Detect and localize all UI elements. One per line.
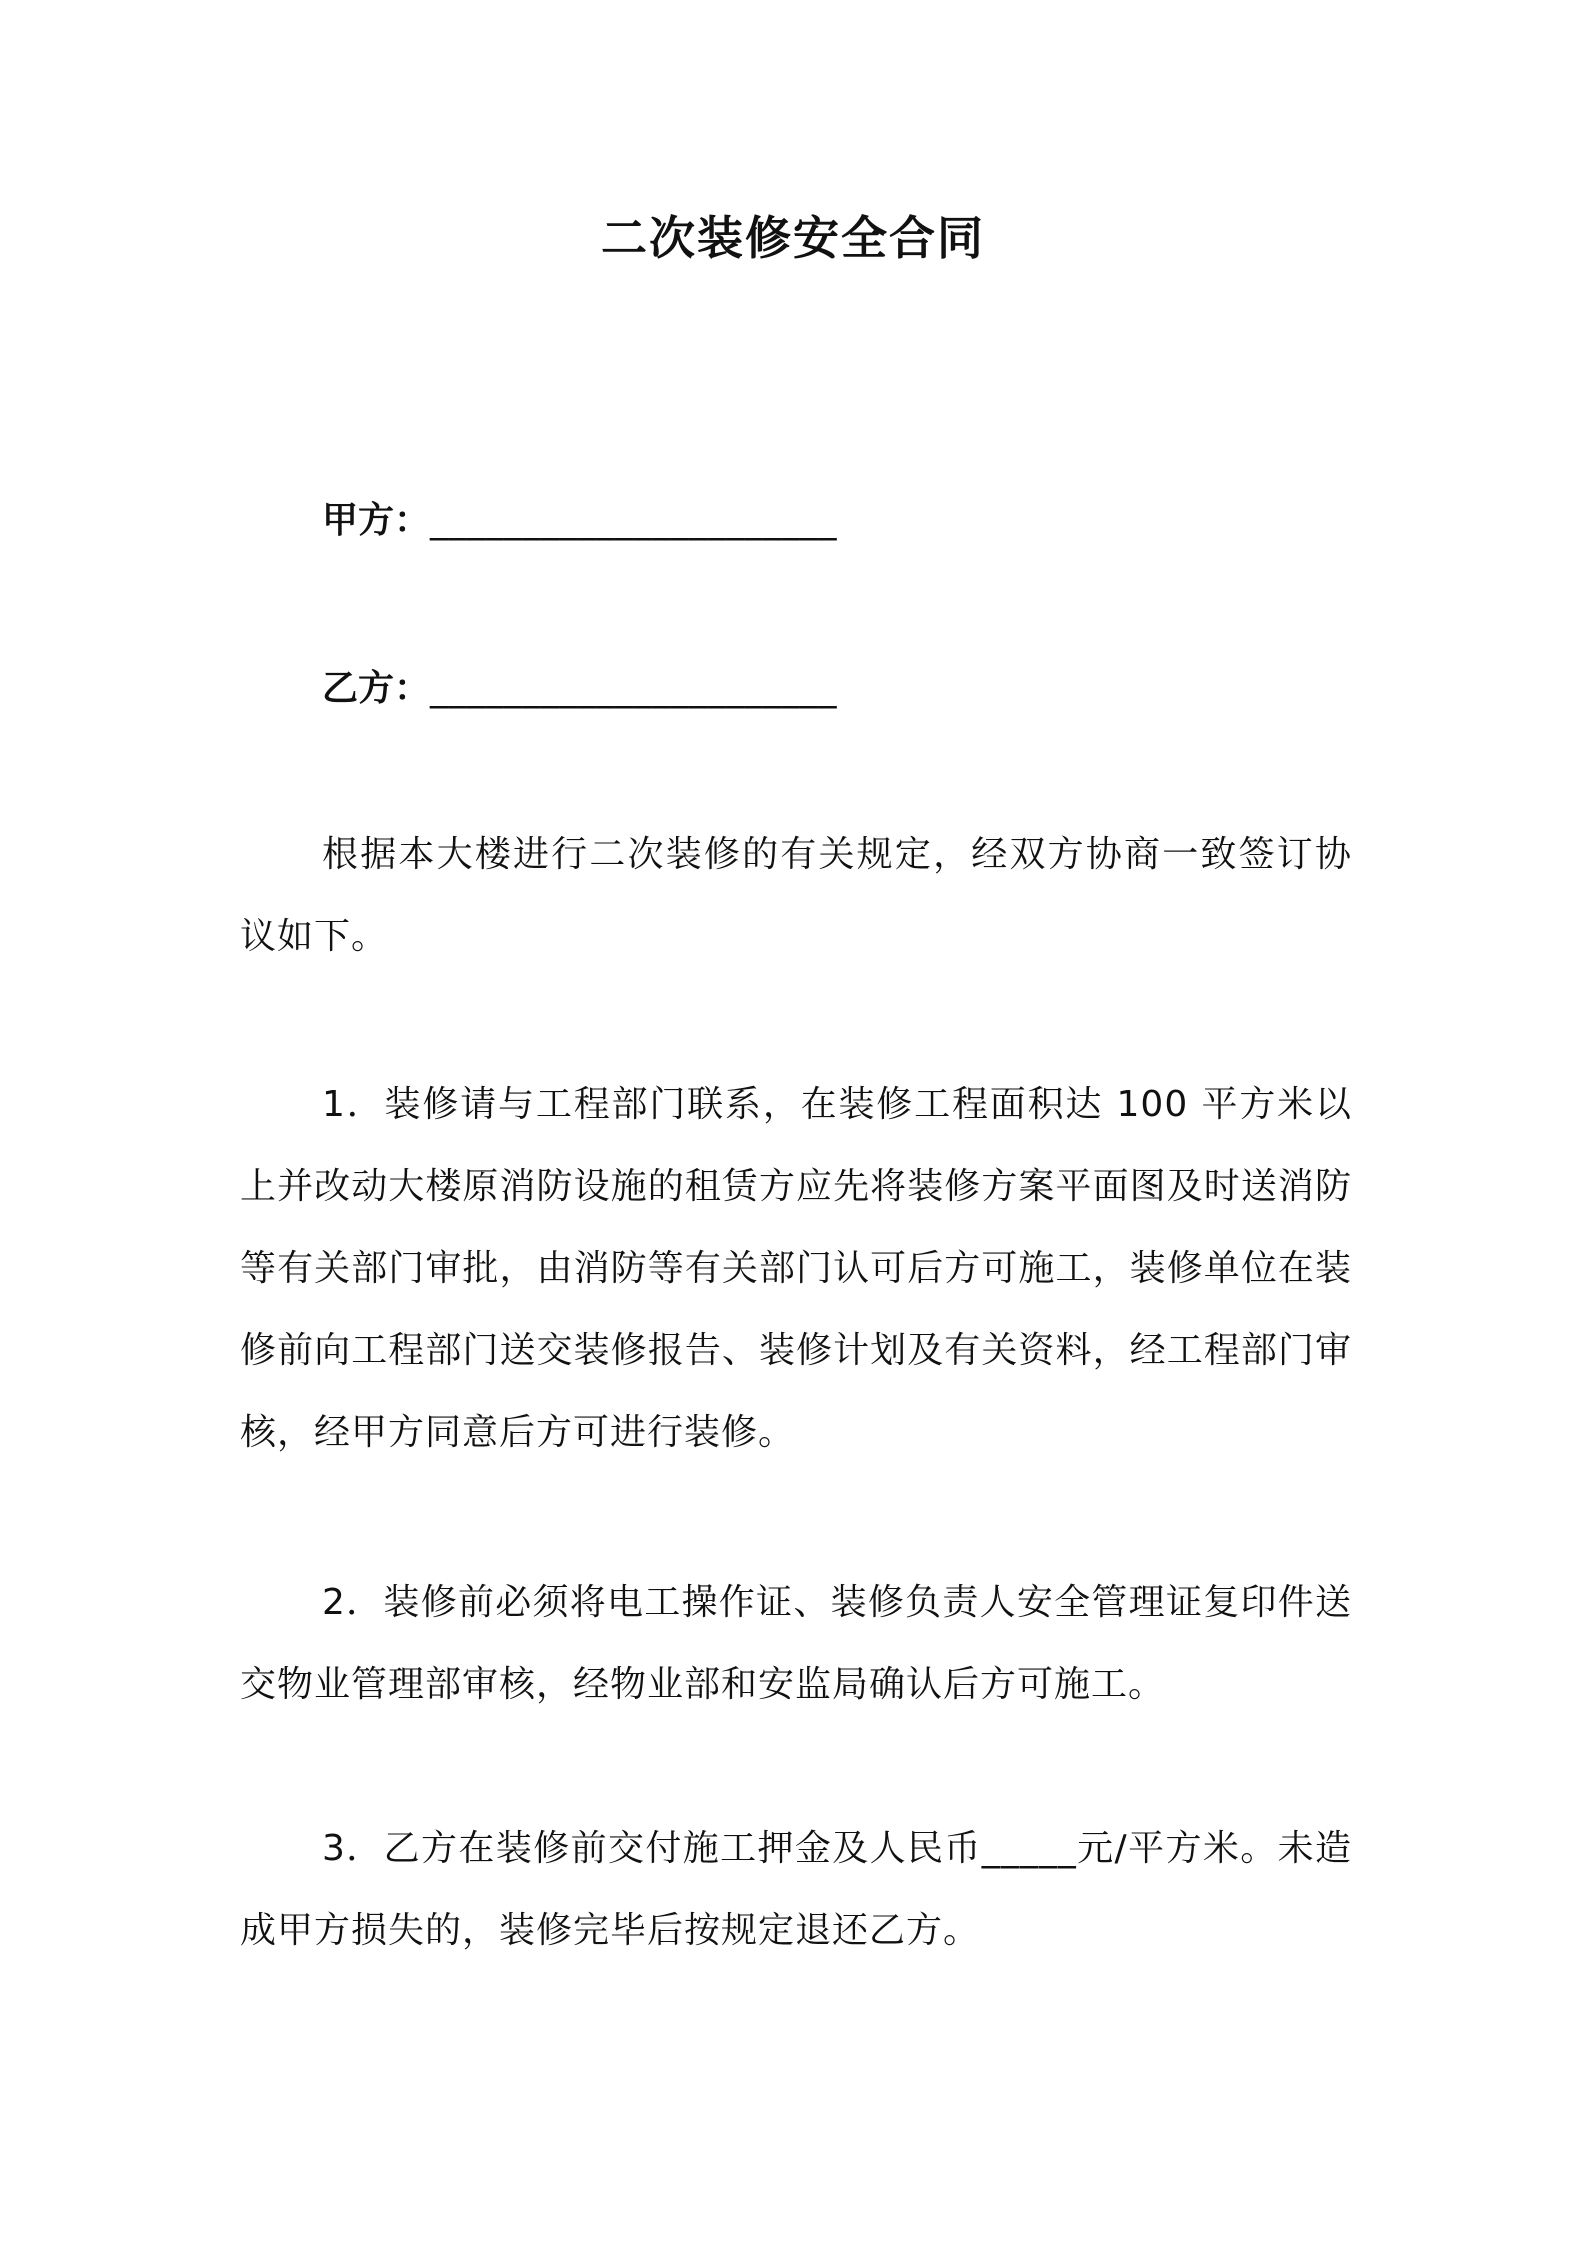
party-a-label: 甲方： xyxy=(322,500,431,541)
party-a-blank: ______________________ xyxy=(430,500,838,541)
party-b-label: 乙方： xyxy=(322,668,431,709)
document-title: 二次装修安全合同 xyxy=(601,211,985,265)
party-b-blank: ______________________ xyxy=(430,668,838,709)
intro-paragraph: 根据本大楼进行二次装修的有关规定，经双方协商一致签订协议如下。 xyxy=(240,834,1352,957)
party-a-line xyxy=(322,496,837,546)
clause-2-paragraph: 2．装修前必须将电工操作证、装修负责人安全管理证复印件送交物业管理部审核，经物业部和安监局确认后方可施工。 xyxy=(240,1582,1352,1705)
clause-1-paragraph: 1．装修请与工程部门联系，在装修工程面积达 100 平方米以上并改动大楼原消防设施的租赁方应先将装修方案平面图及时送消防等有关部门审批，由消防等有关部门认可后方可施工，装修单位在装修前向工程部门送交装修报告、装修计划及有关资料，经工程部门审核，经甲方同意后方可进行装修。 xyxy=(240,1084,1352,1453)
party-b-line xyxy=(322,664,837,714)
clause-3-paragraph: 3．乙方在装修前交付施工押金及人民币_____元/平方米。未造成甲方损失的，装修完毕后按规定退还乙方。 xyxy=(240,1828,1352,1951)
